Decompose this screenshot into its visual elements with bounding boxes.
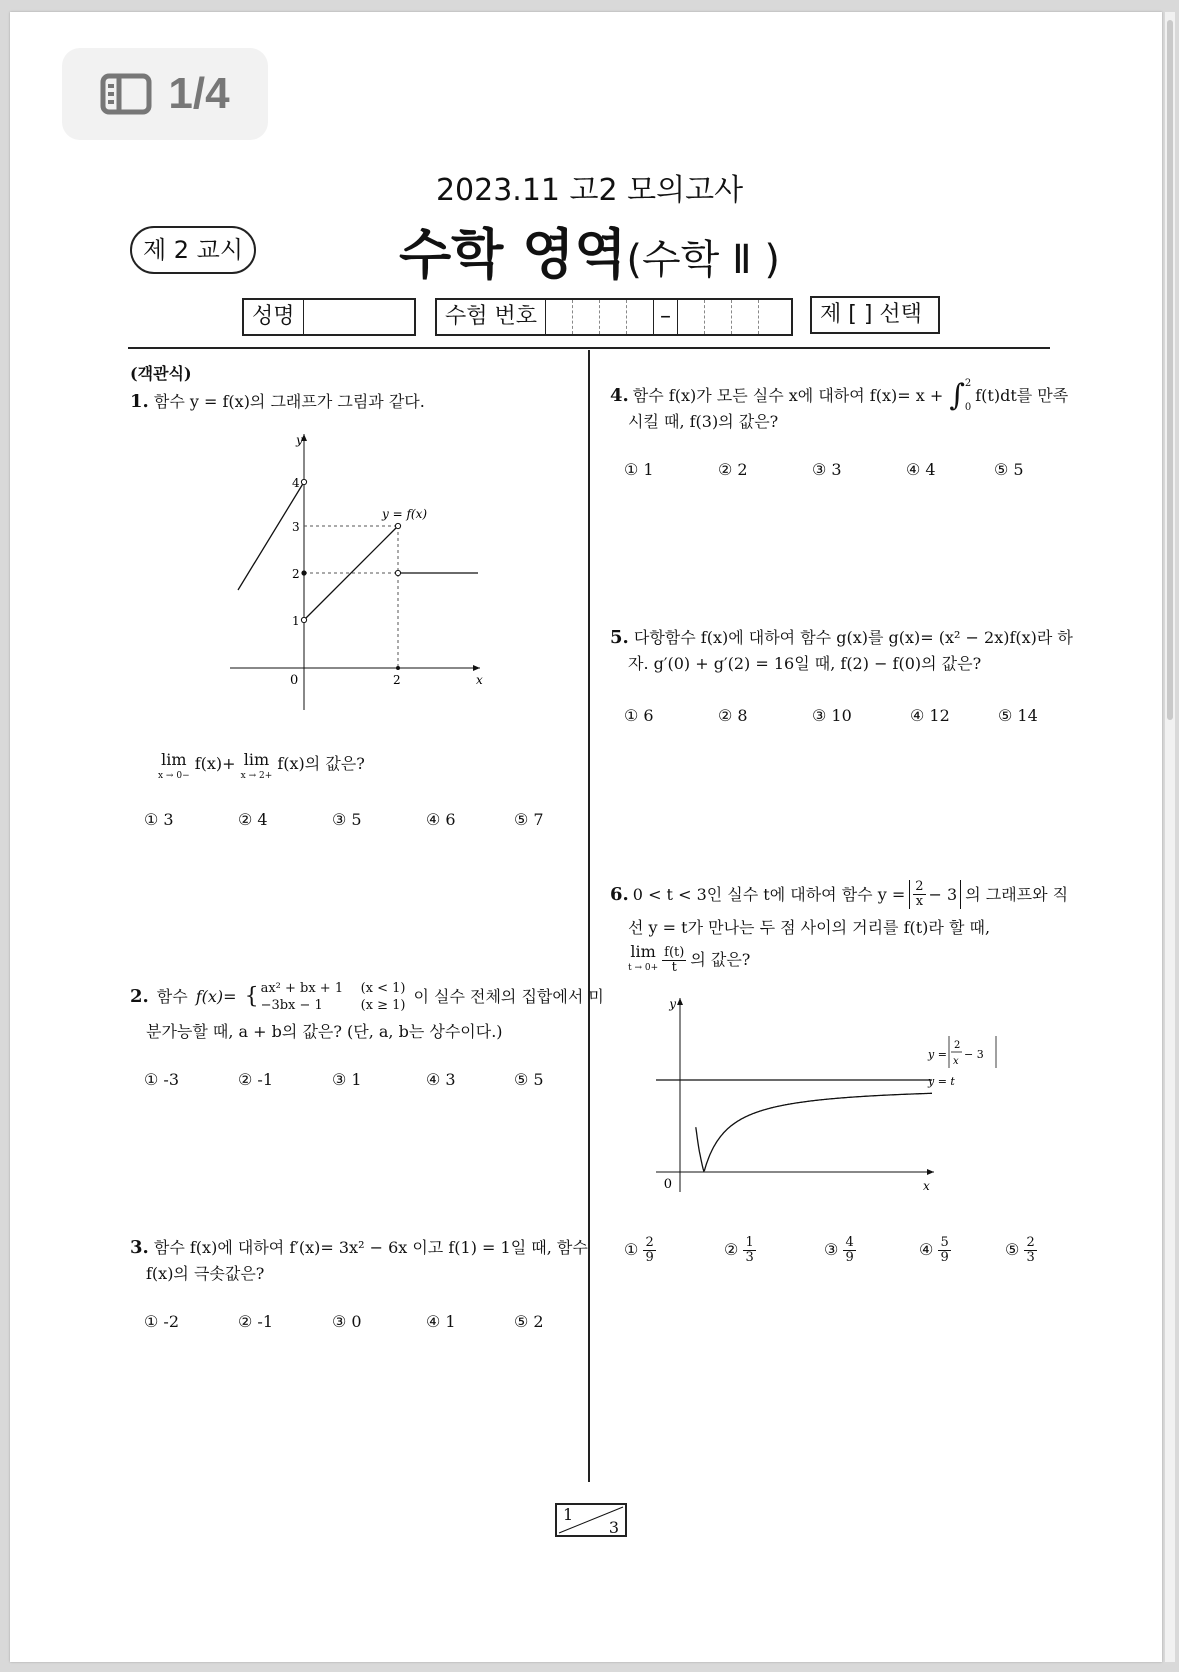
q6-choices: [624, 1236, 1037, 1265]
q6-lim-den: t: [671, 959, 677, 975]
q2-choice-4[interactable]: ④ 3: [426, 1070, 456, 1089]
q6-limit-expression: [628, 944, 750, 976]
q2-cond2: (x ≥ 1): [360, 998, 406, 1013]
q2-cond1: (x < 1): [360, 981, 406, 996]
q2-text-b: 이 실수 전체의 집합에서 미: [413, 987, 604, 1006]
name-box: [242, 298, 416, 336]
q5-text-a: 다항함수 f(x)에 대하여 함수 g(x)를 g(x)= (x² − 2x)f(x)라 하: [633, 628, 1073, 647]
q2-text-c: 분가능할 때, a + b의 값은? (단, a, b는 상수이다.): [146, 1022, 503, 1041]
q6-abs-den: x: [915, 894, 924, 909]
exam-number-box: [435, 298, 793, 336]
q1-tick-3: 3: [292, 520, 300, 534]
q1-axis-y: y: [296, 433, 303, 447]
q1-lim-fx1: f(x)+: [194, 754, 236, 773]
q6-graph: [650, 992, 1010, 1192]
q1-lim1: lim: [161, 750, 187, 769]
q5-choice-3[interactable]: ③ 10: [812, 706, 852, 725]
q4-choice-1[interactable]: ① 1: [624, 460, 654, 479]
q1-choice-4[interactable]: ④ 6: [426, 810, 456, 829]
q1-lim1-sub: x → 0−: [158, 771, 190, 781]
q6-curve-label-b: − 3: [964, 1048, 984, 1061]
q3-choice-2[interactable]: ② -1: [238, 1312, 274, 1331]
q1-choice-1[interactable]: ① 3: [144, 810, 174, 829]
q2-choices: [144, 1070, 544, 1089]
q2-case1: ax² + bx + 1: [260, 981, 344, 996]
q6-abs-num: 2: [915, 879, 924, 894]
section-label: (객관식): [130, 364, 192, 383]
q5-choices: [624, 706, 1038, 725]
q2-choice-1[interactable]: ① -3: [144, 1070, 180, 1089]
q6-number: 6.: [610, 883, 629, 905]
q1-choice-2[interactable]: ② 4: [238, 810, 268, 829]
q6-lim-sub: t → 0+: [628, 963, 659, 973]
q4-choice-4[interactable]: ④ 4: [906, 460, 936, 479]
q1-lim-fx2: f(x)의 값은?: [277, 754, 365, 773]
q6-text-a1: 0 < t < 3인 실수 t에 대하여 함수 y =: [632, 884, 906, 904]
q6-choice-4[interactable]: ④ $\frac{5}{9}$: [919, 1235, 949, 1265]
exam-number-label: 수험 번호: [437, 300, 546, 334]
question-4: 4. 함수 f(x)가 모든 실수 x에 대하여 f(x)= x + ∫ 2 0 f(t)dt를 만족: [610, 372, 1068, 420]
page-indicator-text: 1/4: [168, 69, 230, 118]
question-6: [610, 880, 1068, 909]
page-indicator[interactable]: [62, 48, 268, 140]
exam-number-dash: –: [654, 300, 678, 334]
q3-choice-1[interactable]: ① -2: [144, 1312, 180, 1331]
q2-choice-2[interactable]: ② -1: [238, 1070, 274, 1089]
q5-choice-1[interactable]: ① 6: [624, 706, 654, 725]
subject-sub: (수학 Ⅱ ): [626, 237, 781, 283]
q1-lim2-sub: x → 2+: [240, 771, 273, 781]
exam-title: 2023.11 고2 모의고사: [435, 173, 744, 208]
q2-number: 2.: [130, 986, 149, 1007]
q2-fx: f(x)=: [195, 987, 237, 1006]
q3-choice-5[interactable]: ⑤ 2: [514, 1312, 544, 1331]
question-1: [130, 390, 425, 414]
q6-choice-1[interactable]: ① $\frac{2}{9}$: [624, 1235, 654, 1265]
q4-choice-3[interactable]: ③ 3: [812, 460, 842, 479]
q6-curve-label-a: y =: [928, 1048, 947, 1061]
question-3: [130, 1236, 588, 1260]
q2-choice-5[interactable]: ⑤ 5: [514, 1070, 544, 1089]
subject-main: 수학 영역: [398, 223, 627, 286]
q4-text-b: 시킬 때, f(3)의 값은?: [628, 412, 779, 431]
q3-text-a: 함수 f(x)에 대하여 f′(x)= 3x² − 6x 이고 f(1) = 1일 때, 함수: [153, 1238, 588, 1257]
q4-text-a: 함수 f(x)가 모든 실수 x에 대하여 f(x)= x +: [632, 386, 944, 405]
q3-text-b: f(x)의 극솟값은?: [146, 1264, 265, 1283]
q6-choice-2[interactable]: ② $\frac{1}{3}$: [724, 1235, 754, 1265]
q6-line-label: y = t: [928, 1075, 955, 1088]
q6-lim-num: f(t): [664, 944, 685, 960]
q1-graph-label: y = f(x): [382, 507, 428, 521]
q3-choice-3[interactable]: ③ 0: [332, 1312, 362, 1331]
q4-choices: [624, 460, 1024, 479]
q6-choice-5[interactable]: ⑤ $\frac{2}{3}$: [1005, 1235, 1035, 1265]
q2-case2: −3bx − 1: [260, 998, 323, 1013]
q1-text: 함수 y = f(x)의 그래프가 그림과 같다.: [153, 392, 425, 411]
q5-choice-5[interactable]: ⑤ 14: [998, 706, 1038, 725]
selection-box: [810, 296, 940, 334]
q6-curve-label-num: 2: [954, 1040, 961, 1051]
selection-label: 제 [ ] 선택: [820, 302, 922, 327]
q6-text-c: 의 값은?: [690, 950, 751, 969]
q4-number: 4.: [610, 385, 629, 406]
q3-number: 3.: [130, 1237, 149, 1258]
q1-tick-x2: 2: [393, 673, 401, 687]
q6-curve-label-den: x: [953, 1056, 959, 1067]
q5-text-b: 자. g′(0) + g′(2) = 16일 때, f(2) − f(0)의 값은?: [628, 654, 982, 673]
q4-choice-5[interactable]: ⑤ 5: [994, 460, 1024, 479]
q5-choice-4[interactable]: ④ 12: [910, 706, 950, 725]
period-badge: 제 2 교시: [130, 226, 256, 274]
q6-axis-x: x: [923, 1179, 930, 1192]
q3-choice-4[interactable]: ④ 1: [426, 1312, 456, 1331]
scrollbar-thumb[interactable]: [1167, 20, 1173, 720]
q4-int-lower: 0: [964, 402, 972, 413]
column-divider: [588, 350, 590, 1482]
q6-choice-3[interactable]: ③ $\frac{4}{9}$: [824, 1235, 854, 1265]
q6-axis-y: y: [669, 997, 676, 1011]
q1-choice-3[interactable]: ③ 5: [332, 810, 362, 829]
sidebar-panel-icon: [100, 73, 152, 115]
page-number-box: [555, 1503, 627, 1537]
q2-text-a: 함수: [156, 987, 188, 1006]
q1-limit-expression: [158, 752, 365, 784]
page-total: 3: [608, 1518, 619, 1537]
name-label: 성명: [244, 300, 304, 334]
q5-choice-2[interactable]: ② 8: [718, 706, 748, 725]
header-divider: [128, 347, 1050, 349]
q1-tick-1: 1: [292, 614, 300, 628]
q6-text-b: 선 y = t가 만나는 두 점 사이의 거리를 f(t)라 할 때,: [628, 918, 991, 937]
q6-text-a2: 의 그래프와 직: [965, 884, 1069, 904]
q2-choice-3[interactable]: ③ 1: [332, 1070, 362, 1089]
q1-number: 1.: [130, 391, 149, 412]
q1-axis-x: x: [476, 673, 483, 687]
q1-lim2: lim: [243, 750, 270, 769]
q1-choice-5[interactable]: ⑤ 7: [514, 810, 544, 829]
q2-piecewise: [261, 980, 406, 1014]
q5-number: 5.: [610, 627, 629, 648]
q1-tick-2: 2: [292, 567, 300, 581]
q6-abs-rest: − 3: [928, 884, 958, 904]
q3-choices: [144, 1312, 544, 1331]
q6-abs-expression: [909, 880, 961, 909]
q6-origin: 0: [663, 1177, 672, 1192]
q6-lim: lim: [630, 942, 656, 961]
q1-tick-4: 4: [292, 476, 300, 490]
q4-int-upper: 2: [964, 378, 972, 389]
question-5: [610, 626, 1073, 650]
q1-graph: [230, 428, 490, 718]
q1-origin: 0: [290, 673, 299, 688]
q4-choice-2[interactable]: ② 2: [718, 460, 748, 479]
q4-text-int: f(t)dt를 만족: [975, 386, 1069, 405]
question-2: 2. 함수 f(x)= { ax² + bx + 1 (x < 1) −3bx − 1 (x ≥ 1) 이 실수 전체의 집합에서 미: [130, 981, 604, 1013]
page-number: 1: [563, 1505, 574, 1524]
q1-choices: [144, 810, 544, 829]
